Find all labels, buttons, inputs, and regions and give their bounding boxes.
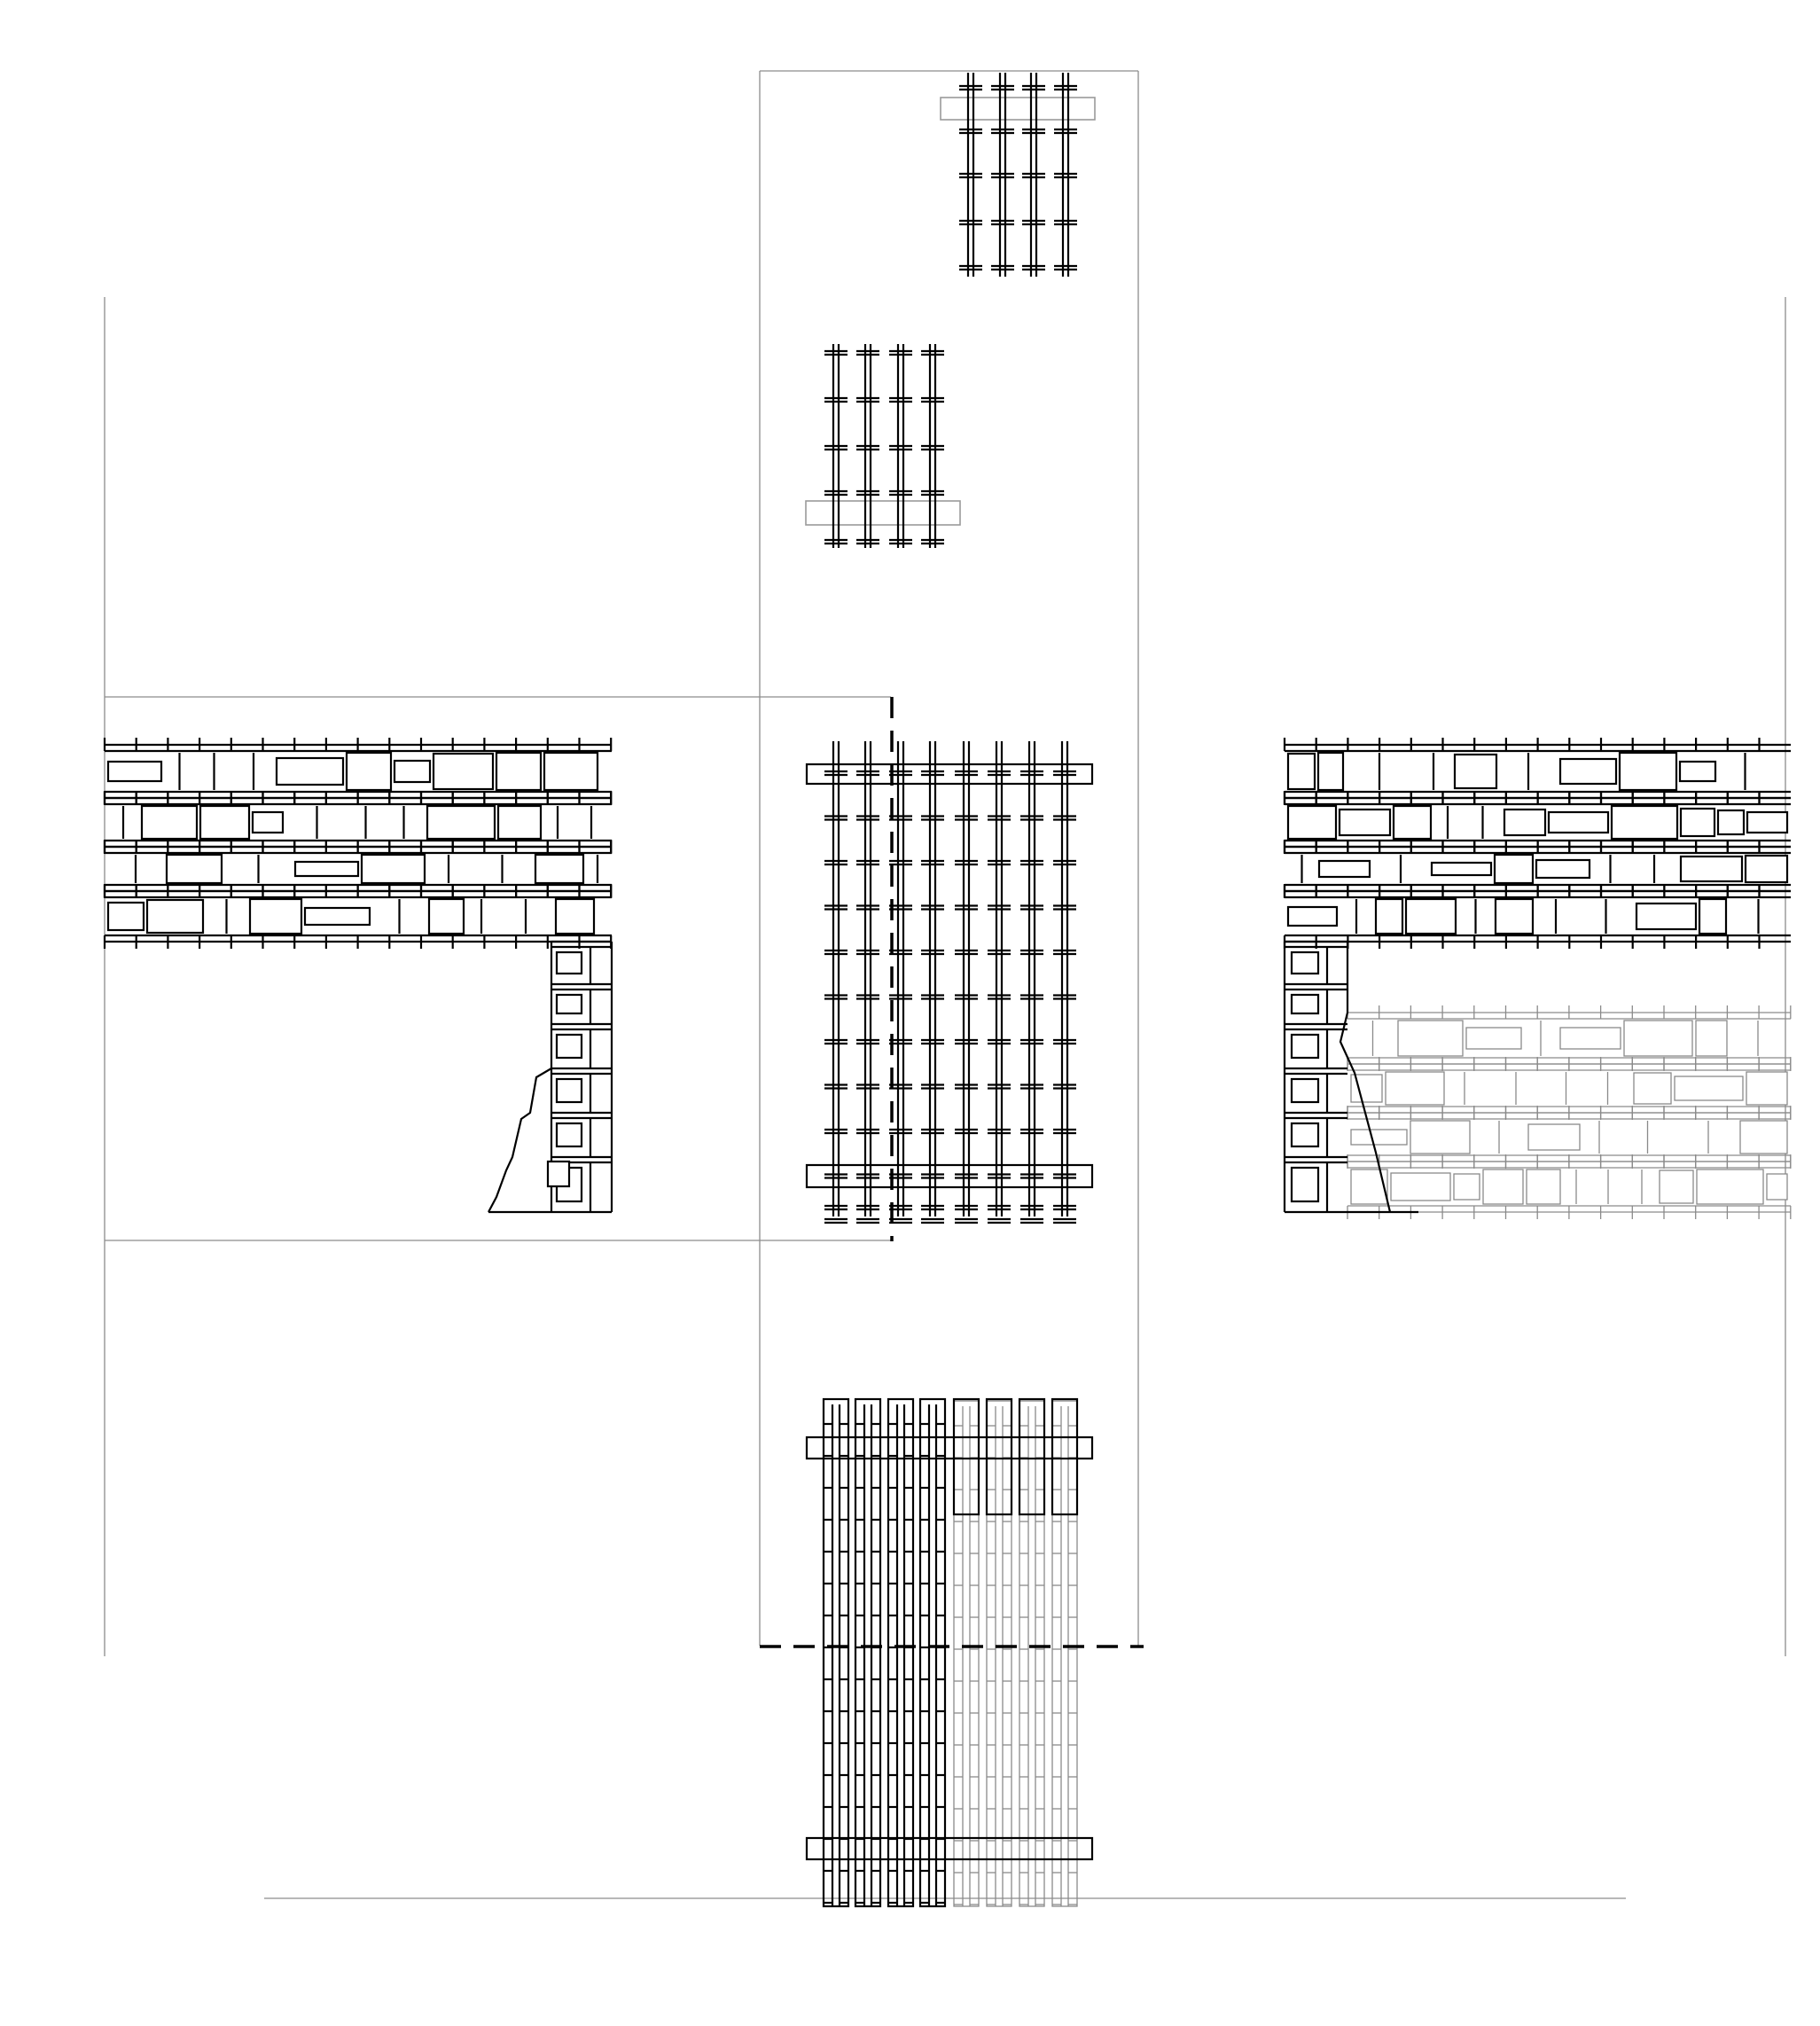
- wall-block: [1636, 903, 1696, 929]
- wall-block: [1454, 1174, 1480, 1200]
- elevation-front: [807, 1399, 1092, 1906]
- column-frame: [987, 1401, 1012, 1906]
- wall-block: [200, 806, 249, 839]
- wall-block: [1560, 1028, 1621, 1049]
- column-frame: [855, 1399, 880, 1906]
- wall-block: [1528, 1124, 1580, 1150]
- column-frame: [1052, 1399, 1077, 1514]
- wall-block: [347, 753, 391, 790]
- wall-block: [1549, 812, 1608, 833]
- wall-block: [1696, 1021, 1727, 1056]
- wall-block: [253, 812, 283, 833]
- wall-block: [1466, 1028, 1521, 1049]
- wall-block: [1527, 1169, 1560, 1204]
- wall-block: [1376, 899, 1402, 934]
- wall-block: [1560, 759, 1616, 784]
- beam-band-top: [807, 1437, 1092, 1459]
- column-frame: [1019, 1401, 1044, 1906]
- stepped-edge: [488, 1068, 551, 1212]
- wall-block: [1612, 806, 1677, 839]
- wall-block: [1681, 857, 1742, 881]
- wall-block: [1288, 806, 1336, 839]
- beam-band: [941, 98, 1095, 120]
- wall-block: [1351, 1130, 1407, 1145]
- wall-block: [1747, 812, 1787, 833]
- beam-band-top: [807, 764, 1092, 784]
- beam-band: [806, 501, 960, 525]
- wall-block: [362, 855, 425, 883]
- wall-block: [277, 758, 343, 785]
- wall-block: [429, 899, 464, 934]
- wall-block: [1410, 1121, 1470, 1154]
- wall-block: [147, 900, 203, 933]
- wall-block: [548, 1162, 569, 1186]
- wall-block: [1675, 1076, 1743, 1100]
- elevation-right: [1285, 738, 1791, 1219]
- wall-block: [1386, 1072, 1444, 1105]
- beam-band-bottom: [807, 1165, 1092, 1187]
- beam-band-bottom: [807, 1838, 1092, 1859]
- wall-block: [1624, 1021, 1692, 1056]
- wall-block: [557, 1123, 582, 1146]
- wall-block: [1740, 1121, 1787, 1154]
- column-frame: [954, 1399, 979, 1514]
- wall-block: [108, 762, 161, 781]
- wall-block: [167, 855, 222, 883]
- elevation-left: [105, 738, 612, 1212]
- column-frame: [954, 1401, 979, 1906]
- wall-block: [1292, 1079, 1318, 1102]
- wall-block: [557, 952, 582, 974]
- wall-block: [295, 862, 358, 876]
- wall-block: [1319, 861, 1370, 877]
- plan-upper-right: [941, 73, 1095, 277]
- wall-block: [108, 903, 144, 930]
- wall-block: [1697, 1169, 1763, 1204]
- column-frame: [824, 1399, 848, 1906]
- column-frame: [888, 1399, 913, 1906]
- wall-block: [498, 806, 541, 839]
- wall-block: [1292, 952, 1318, 974]
- wall-block: [557, 995, 582, 1013]
- wall-block: [1391, 1173, 1450, 1201]
- wall-block: [1292, 995, 1318, 1013]
- wall-block: [1496, 899, 1533, 934]
- wall-block: [1660, 1170, 1693, 1203]
- wall-block: [556, 899, 594, 934]
- wall-block: [1292, 1168, 1318, 1201]
- wall-block: [1746, 856, 1787, 882]
- wall-block: [1406, 899, 1456, 934]
- wall-block: [427, 806, 495, 839]
- wall-block: [1432, 863, 1491, 875]
- wall-block: [496, 753, 541, 790]
- wall-block: [1455, 755, 1496, 788]
- wall-block: [142, 806, 197, 839]
- wall-block: [1634, 1073, 1671, 1104]
- wall-block: [305, 908, 370, 925]
- wall-block: [1340, 810, 1390, 835]
- wall-block: [1394, 806, 1431, 839]
- column-frame: [920, 1399, 945, 1906]
- wall-block: [1536, 860, 1590, 878]
- plan-upper-left: [806, 344, 960, 548]
- wall-block: [1398, 1021, 1463, 1056]
- wall-block: [434, 754, 493, 789]
- wall-block: [1483, 1169, 1523, 1204]
- wall-block: [557, 1079, 582, 1102]
- wall-block: [1620, 753, 1676, 790]
- wall-block: [250, 899, 301, 934]
- wall-block: [1680, 762, 1715, 781]
- wall-block: [1746, 1072, 1787, 1105]
- wall-block: [1767, 1174, 1787, 1200]
- wall-block: [394, 761, 430, 782]
- wall-block: [1288, 907, 1337, 926]
- column-frame: [1019, 1399, 1044, 1514]
- wall-block: [535, 855, 583, 883]
- wall-block: [1681, 809, 1715, 836]
- wall-block: [1495, 855, 1533, 883]
- column-frame: [1052, 1401, 1077, 1906]
- column-frame: [987, 1399, 1012, 1514]
- wall-block: [1292, 1035, 1318, 1058]
- wall-block: [557, 1035, 582, 1058]
- wall-block: [1504, 810, 1545, 835]
- section-cut-lines: [760, 697, 1144, 1647]
- wall-block: [544, 753, 598, 790]
- wall-block: [1292, 1123, 1318, 1146]
- wall-block: [1288, 754, 1315, 789]
- plan-center: [807, 741, 1092, 1223]
- wall-block: [1699, 899, 1726, 934]
- wall-block: [1318, 753, 1343, 790]
- wall-block: [1718, 810, 1744, 834]
